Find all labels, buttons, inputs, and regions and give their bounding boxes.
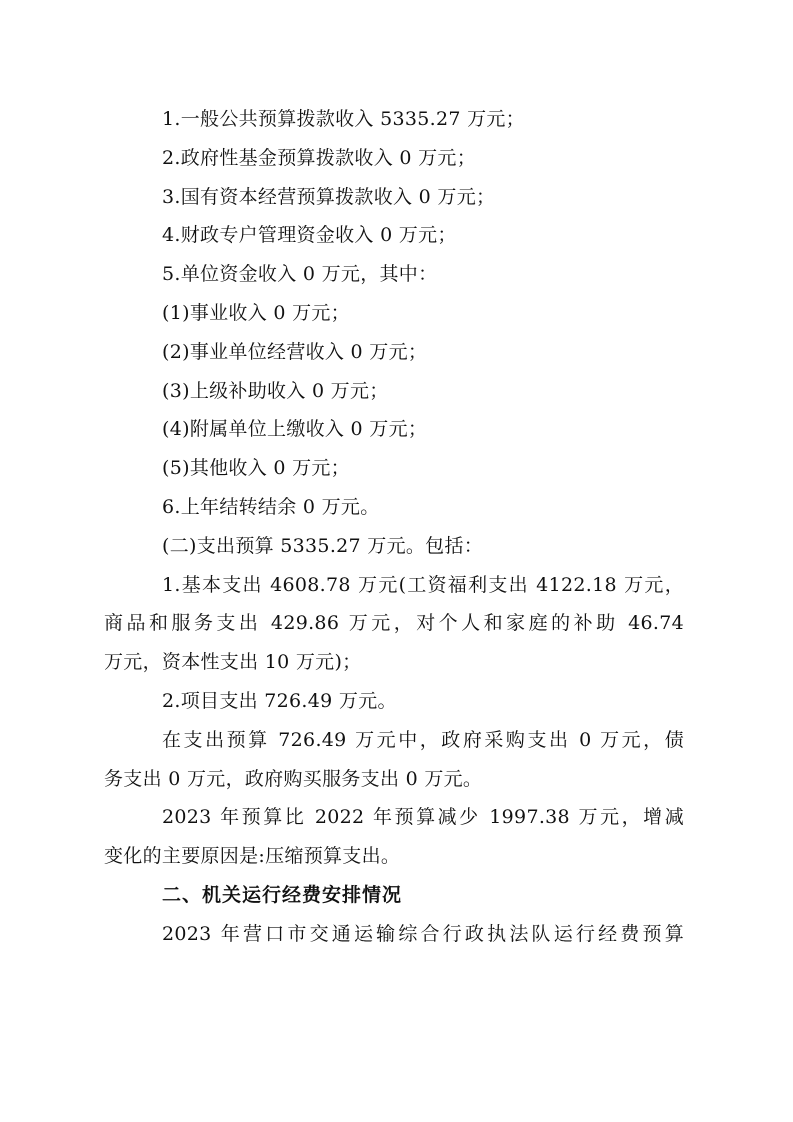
operating-expense-paragraph-line-1: 2023 年营口市交通运输综合行政执法队运行经费预算 [162, 922, 684, 945]
income-item-5: 5.单位资金收入 0 万元，其中： [162, 263, 438, 286]
income-sub-item-2: (2)事业单位经营收入 0 万元； [162, 340, 428, 363]
expenditure-heading: (二)支出预算 5335.27 万元。包括： [162, 534, 484, 557]
expenditure-item-1-line-1: 1.基本支出 4608.78 万元(工资福利支出 4122.18 万元， [162, 573, 684, 596]
expenditure-item-1-line-2: 商品和服务支出 429.86 万元，对个人和家庭的补助 46.74 [104, 612, 684, 635]
comparison-paragraph-line-1: 2023 年预算比 2022 年预算减少 1997.38 万元，增减 [162, 806, 684, 829]
procurement-paragraph-line-2: 务支出 0 万元，政府购买服务支出 0 万元。 [104, 767, 483, 790]
income-item-1: 1.一般公共预算拨款收入 5335.27 万元； [162, 108, 525, 130]
income-item-2: 2.政府性基金预算拨款收入 0 万元； [162, 146, 476, 169]
income-sub-item-1: (1)事业收入 0 万元； [162, 301, 350, 324]
income-item-3: 3.国有资本经营预算拨款收入 0 万元； [162, 185, 496, 208]
income-item-6: 6.上年结转结余 0 万元。 [162, 495, 380, 518]
procurement-paragraph-line-1: 在支出预算 726.49 万元中，政府采购支出 0 万元，债 [162, 728, 684, 751]
income-item-4: 4.财政专户管理资金收入 0 万元； [162, 224, 457, 247]
comparison-paragraph-line-2: 变化的主要原因是:压缩预算支出。 [104, 845, 401, 868]
expenditure-item-2: 2.项目支出 726.49 万元。 [162, 689, 397, 712]
document-body [104, 100, 684, 954]
expenditure-item-1-line-3: 万元，资本性支出 10 万元)； [104, 651, 362, 674]
section-heading: 二、机关运行经费安排情况 [162, 883, 403, 906]
income-sub-item-3: (3)上级补助收入 0 万元； [162, 379, 389, 402]
income-sub-item-4: (4)附属单位上缴收入 0 万元； [162, 418, 428, 441]
income-sub-item-5: (5)其他收入 0 万元； [162, 457, 350, 480]
